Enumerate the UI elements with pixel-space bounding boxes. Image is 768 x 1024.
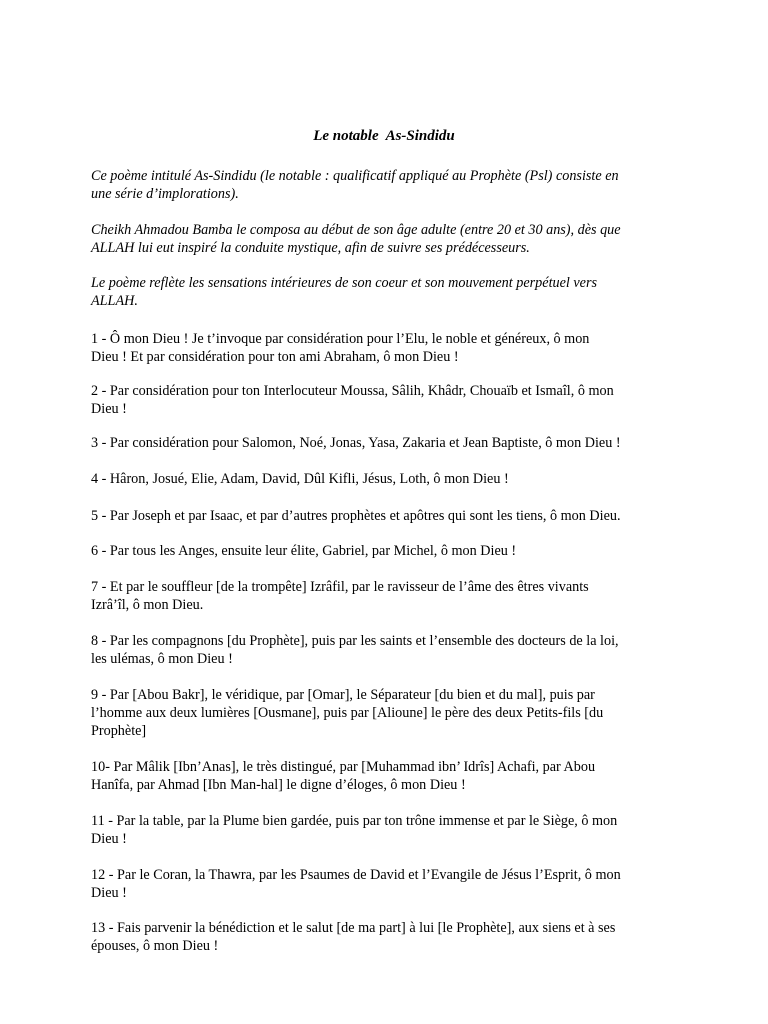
verse-line: Izrâ’îl, ô mon Dieu. [91,597,204,613]
verse-line: 10- Par Mâlik [Ibn’Anas], le très distingué, par [Muhammad ibn’ Idrîs] Achafi, par Abou [91,759,596,775]
verse-paragraph [91,470,683,488]
intro-paragraph [91,221,683,257]
verse-paragraph [91,812,683,848]
verse-paragraph [91,542,683,560]
intro-paragraph [91,274,683,310]
verse-line: Dieu ! [91,885,127,901]
intro-paragraph [91,167,683,203]
intro-line: Cheikh Ahmadou Bamba le composa au début de son âge adulte (entre 20 et 30 ans), dès que [91,222,621,238]
verse-line: 6 - Par tous les Anges, ensuite leur élite, Gabriel, par Michel, ô mon Dieu ! [91,543,517,559]
verse-line: 3 - Par considération pour Salomon, Noé, Jonas, Yasa, Zakaria et Jean Baptiste, ô mon Dieu ! [91,435,621,451]
verse-line: 9 - Par [Abou Bakr], le véridique, par [Omar], le Séparateur [du bien et du mal], puis par [91,687,595,703]
verse-line: 13 - Fais parvenir la bénédiction et le salut [de ma part] à lui [le Prophète], aux siens et à ses [91,920,616,936]
verse-line: 5 - Par Joseph et par Isaac, et par d’autres prophètes et apôtres qui sont les tiens, ô mon Dieu. [91,508,621,524]
verse-paragraph [91,632,683,668]
verse-line: Hanîfa, par Ahmad [Ibn Man-hal] le digne d’éloges, ô mon Dieu ! [91,777,466,793]
verse-paragraph [91,919,683,955]
verse-line: les ulémas, ô mon Dieu ! [91,651,233,667]
verse-paragraph [91,758,683,794]
verse-paragraph [91,330,683,366]
verse-line: épouses, ô mon Dieu ! [91,938,219,954]
verse-line: 2 - Par considération pour ton Interlocuteur Moussa, Sâlih, Khâdr, Chouaïb et Ismaîl, ô mon [91,383,614,399]
verse-line: Prophète] [91,723,147,739]
intro-line: Le poème reflète les sensations intérieures de son coeur et son mouvement perpétuel vers [91,275,598,291]
intro-line: ALLAH. [91,293,138,309]
verse-line: 12 - Par le Coran, la Thawra, par les Psaumes de David et l’Evangile de Jésus l’Esprit, ô mon [91,867,621,883]
verse-line: 8 - Par les compagnons [du Prophète], puis par les saints et l’ensemble des docteurs de la loi, [91,633,619,649]
document-title: Le notable As-Sindidu [313,128,455,144]
verse-line: 1 - Ô mon Dieu ! Je t’invoque par considération pour l’Elu, le noble et généreux, ô mon [91,331,590,347]
verse-line: Dieu ! Et par considération pour ton ami Abraham, ô mon Dieu ! [91,349,459,365]
verse-line: l’homme aux deux lumières [Ousmane], puis par [Alioune] le père des deux Petits-fils [du [91,705,604,721]
verse-paragraph [91,507,683,525]
intro-line: ALLAH lui eut inspiré la conduite mystique, afin de suivre ses prédécesseurs. [91,240,530,256]
verse-paragraph [91,382,683,418]
verse-line: 4 - Hâron, Josué, Elie, Adam, David, Dûl Kifli, Jésus, Loth, ô mon Dieu ! [91,471,509,487]
verse-paragraph [91,866,683,902]
verse-paragraph [91,434,683,452]
verse-line: Dieu ! [91,831,127,847]
verse-line: Dieu ! [91,401,127,417]
verse-paragraph [91,686,683,740]
intro-line: Ce poème intitulé As-Sindidu (le notable : qualificatif appliqué au Prophète (Psl) consiste en [91,168,619,184]
verse-line: 7 - Et par le souffleur [de la trompête] Izrâfil, par le ravisseur de l’âme des êtres vivants [91,579,589,595]
verse-line: 11 - Par la table, par la Plume bien gardée, puis par ton trône immense et par le Siège, ô mon [91,813,618,829]
intro-line: une série d’implorations). [91,186,239,202]
verse-paragraph [91,578,683,614]
